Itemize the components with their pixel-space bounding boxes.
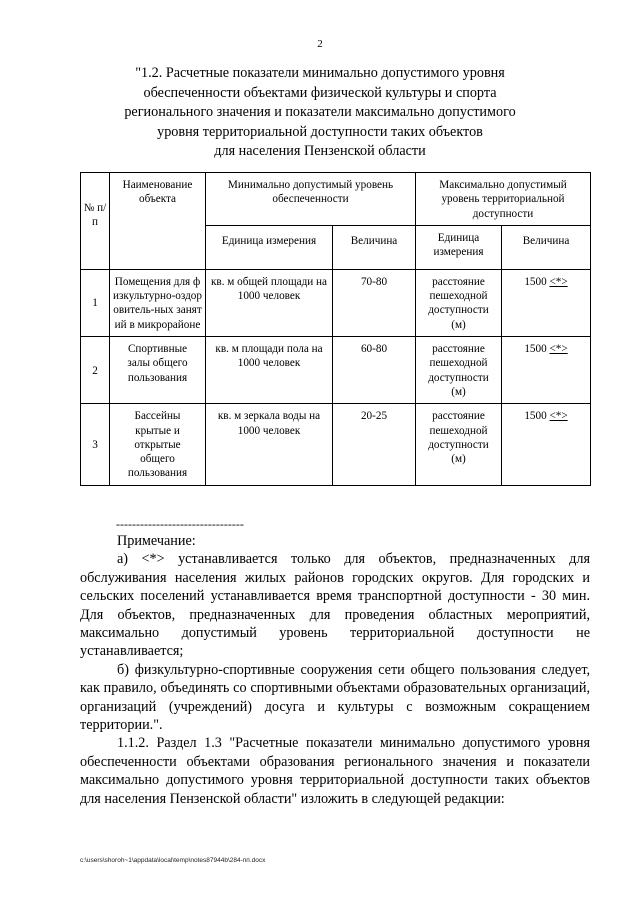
title-line: "1.2. Расчетные показатели минимально допустимого уровня [135, 65, 505, 81]
row-num: 3 [81, 404, 110, 485]
title-line: обеспеченности объектами физической культуры и спорта [143, 84, 497, 101]
table-row [81, 269, 591, 336]
access-value: 1500 [524, 275, 547, 288]
header-unit: Единица измерения [206, 225, 333, 269]
row-num: 2 [81, 337, 110, 404]
header-value: Величина [333, 225, 416, 269]
row-unit: кв. м зеркала воды на 1000 человек [206, 404, 333, 485]
header-unit-2: Единица измерения [416, 225, 502, 269]
row-value: 20-25 [333, 404, 416, 485]
note-item-a: а) <*> устанавливается только для объектов, предназначенных для обслуживания населения жилых районов городских округов. Для городских и сельских поселений устанавливается время транспортной доступности - 30 мин. Для объектов, предназначенных для проведения областных мероприятий, максимально допустимый уровень территориальной доступности не устанавливается; [80, 551, 590, 660]
row-unit: кв. м площади пола на 1000 человек [206, 337, 333, 404]
amendment-paragraph: 1.1.2. Раздел 1.3 "Расчетные показатели минимально допустимого уровня обеспеченности объектами образования регионального значения и показатели максимально допустимого уровня территориальной доступности таких объектов для населения Пензенской области" изложить в следующей редакции: [80, 735, 590, 807]
footnote-separator: -------------------------------- [116, 517, 244, 531]
title-line: для населения Пензенской области [214, 143, 426, 159]
row-unit: кв. м общей площади на 1000 человек [206, 269, 333, 336]
norms-table [80, 172, 591, 486]
row-access-unit: расстояние пешеходной доступности (м) [416, 404, 502, 485]
row-access-value [502, 404, 591, 485]
row-name: Спортивные залы общего пользования [110, 337, 206, 404]
footnote-link[interactable]: <*> [549, 275, 568, 288]
section-title [100, 64, 540, 162]
title-line: уровня территориальной доступности таких объектов [157, 123, 483, 140]
page-number: 2 [317, 38, 323, 50]
row-name: Помещения для физкультурно-оздоровитель-ных занятий в микрорайоне [110, 269, 206, 336]
header-min-level: Минимально допустимый уровень обеспеченности [206, 173, 416, 226]
access-value: 1500 [524, 343, 547, 356]
header-max-access: Максимально допустимый уровень территориальной доступности [416, 173, 591, 226]
footnote-link[interactable]: <*> [549, 410, 568, 423]
header-name: Наименование объекта [110, 173, 206, 270]
header-num: № п/п [81, 173, 110, 270]
access-value: 1500 [524, 410, 547, 423]
notes-section [80, 532, 590, 808]
table-header-row [81, 173, 591, 226]
row-value: 60-80 [333, 337, 416, 404]
row-num: 1 [81, 269, 110, 336]
row-name: Бассейны крытые и открытые общего пользования [110, 404, 206, 485]
title-line: регионального значения и показатели максимально допустимого [124, 104, 516, 120]
row-access-value [502, 269, 591, 336]
row-access-value [502, 337, 591, 404]
footer-file-path: c:\users\shoroh~1\appdata\local\temp\notes87944b\284-пп.docx [80, 857, 266, 864]
header-value-2: Величина [502, 225, 591, 269]
row-access-unit: расстояние пешеходной доступности (м) [416, 269, 502, 336]
notes-heading: Примечание: [117, 533, 196, 549]
note-item-b: б) физкультурно-спортивные сооружения сети общего пользования следует, как правило, объединять со спортивными объектами образовательных организаций, организаций (учреждений) досуга и культуры с возможным сокращением территории.". [80, 661, 590, 734]
row-access-unit: расстояние пешеходной доступности (м) [416, 337, 502, 404]
table-row [81, 337, 591, 404]
table-row [81, 404, 591, 485]
footnote-link[interactable]: <*> [549, 343, 568, 356]
row-value: 70-80 [333, 269, 416, 336]
